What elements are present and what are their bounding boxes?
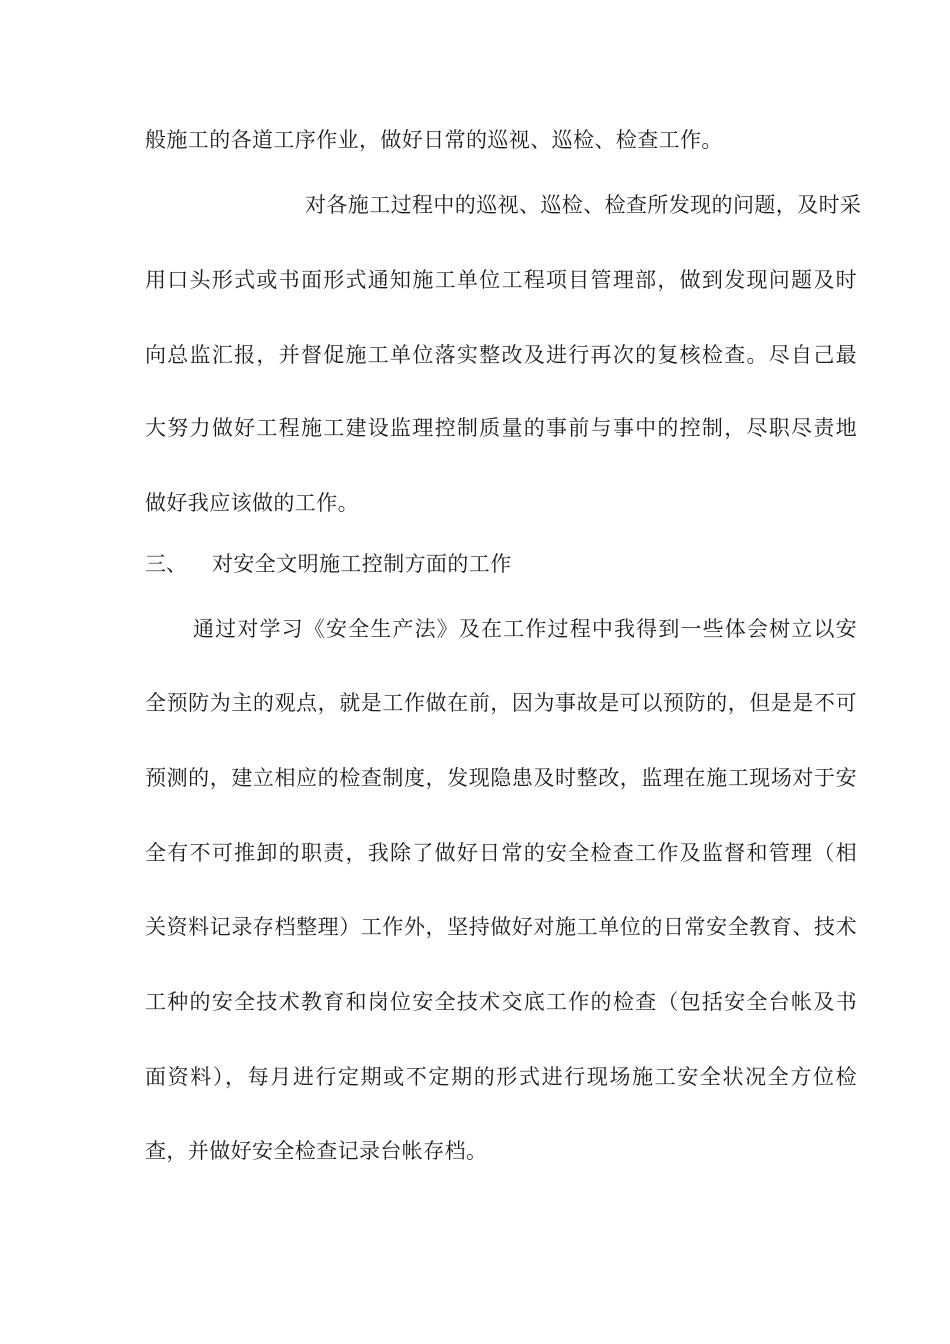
paragraph2-line-4: 全有不可推卸的职责，我除了做好日常的安全检查工作及监督和管理（相	[145, 841, 857, 865]
paragraph2-line-3: 预测的，建立相应的检查制度，发现隐患及时整改，监理在施工现场对于安	[145, 766, 857, 790]
paragraph-line-5: 大努力做好工程施工建设监理控制质量的事前与事中的控制，尽职尽责地	[145, 416, 857, 440]
section-title: 对安全文明施工控制方面的工作	[212, 552, 512, 576]
paragraph2-line-2: 全预防为主的观点，就是工作做在前，因为事故是可以预防的，但是是不可	[145, 691, 857, 715]
paragraph2-line-8: 查，并做好安全检查记录台帐存档。	[145, 1139, 488, 1163]
paragraph-line-3: 用口头形式或书面形式通知施工单位工程项目管理部，做到发现问题及时	[145, 268, 857, 292]
paragraph-line-2: 对各施工过程中的巡视、巡检、检查所发现的问题，及时采	[305, 193, 862, 217]
paragraph2-line-5: 关资料记录存档整理）工作外，坚持做好对施工单位的日常安全教育、技术	[145, 915, 857, 939]
section-number: 三、	[145, 552, 187, 576]
paragraph-line-1: 般施工的各道工序作业，做好日常的巡视、巡检、检查工作。	[145, 128, 723, 152]
paragraph-line-4: 向总监汇报，并督促施工单位落实整改及进行再次的复核检查。尽自己最	[145, 343, 857, 367]
paragraph2-line-7: 面资料），每月进行定期或不定期的形式进行现场施工安全状况全方位检	[145, 1065, 857, 1089]
paragraph-line-6: 做好我应该做的工作。	[145, 491, 359, 515]
paragraph2-line-6: 工种的安全技术教育和岗位安全技术交底工作的检查（包括安全台帐及书	[145, 990, 857, 1014]
paragraph2-line-1: 通过对学习《安全生产法》及在工作过程中我得到一些体会树立以安	[193, 617, 857, 641]
